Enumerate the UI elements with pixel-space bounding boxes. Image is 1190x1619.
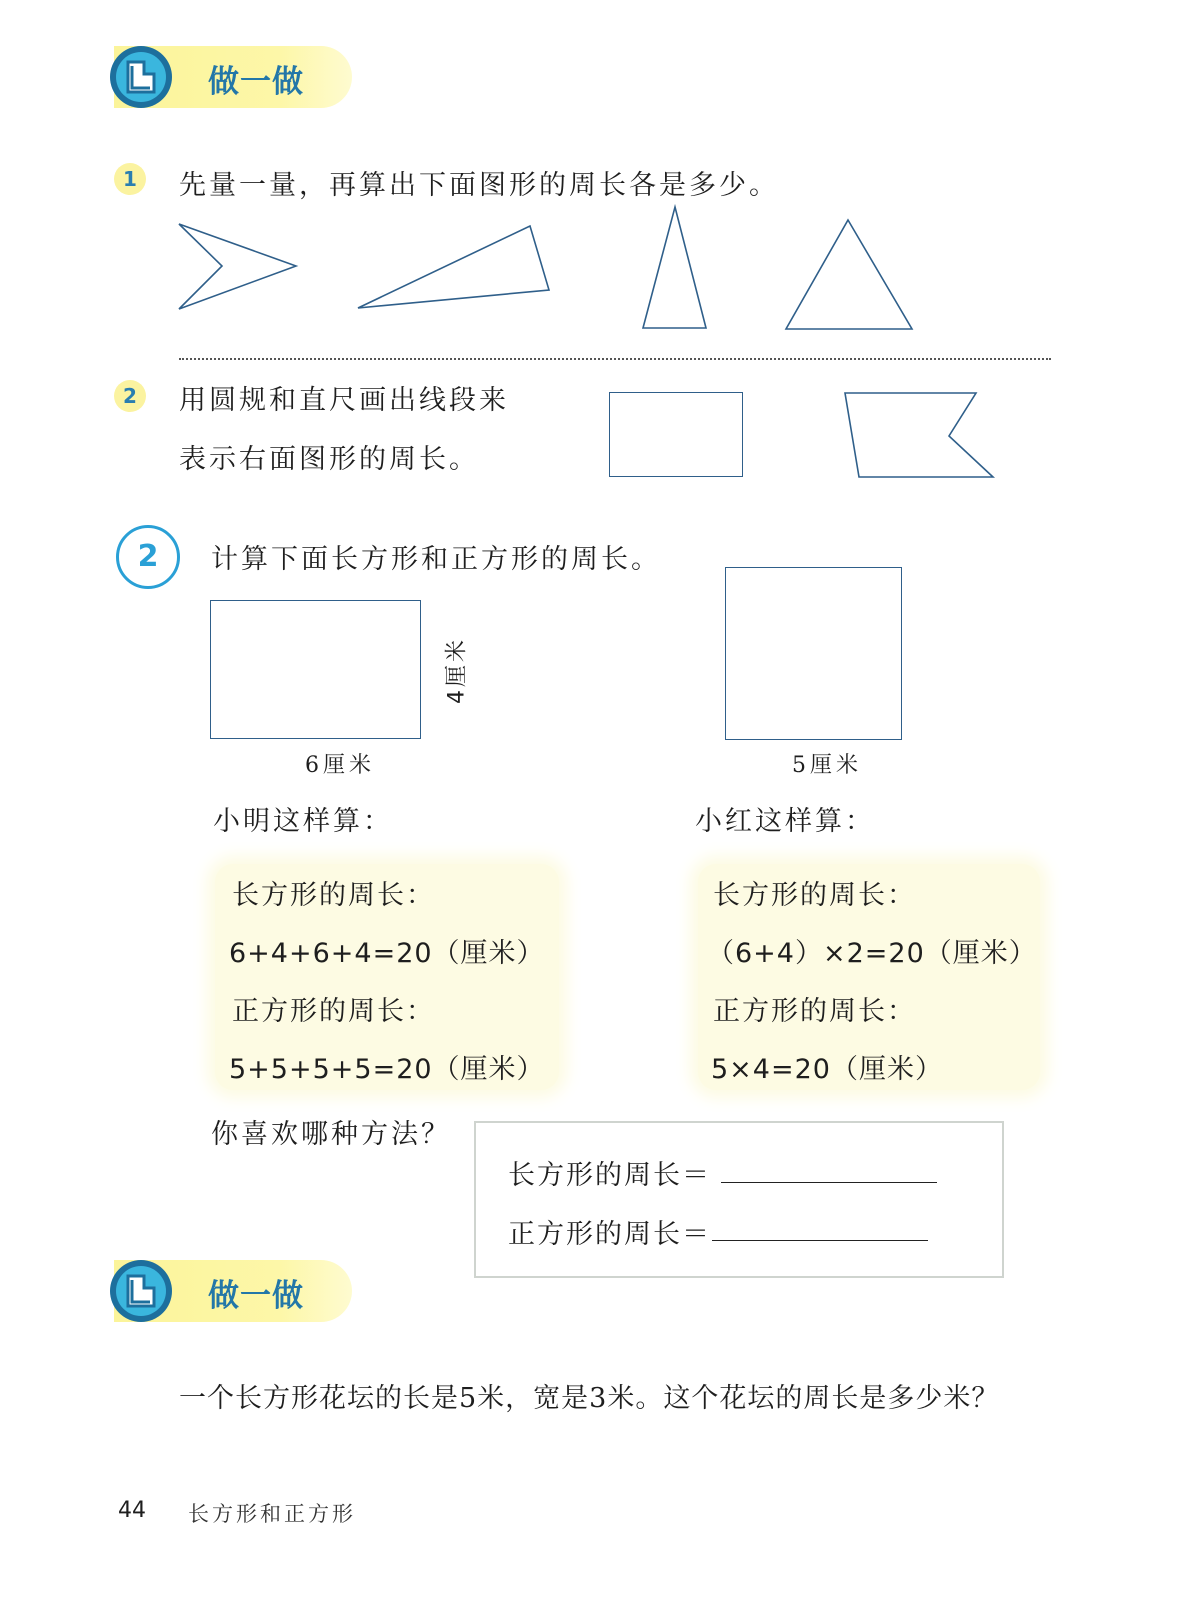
chapter-title: 长方形和正方形 (188, 1502, 356, 1526)
banner-title: 做一做 (208, 1278, 304, 1314)
equilateral-triangle (786, 220, 912, 329)
section-divider (179, 358, 1051, 360)
xiaoming-title: 小明这样算： (213, 806, 393, 837)
answer-square-blank[interactable] (712, 1240, 928, 1241)
preference-question: 你喜欢哪种方法？ (211, 1119, 451, 1150)
activity-icon (108, 1258, 174, 1324)
question-number: 2 (114, 380, 146, 412)
q2-flag-shape (840, 385, 1000, 485)
rectangle-figure (210, 600, 421, 739)
answer-rect-label: 长方形的周长＝ (508, 1160, 711, 1191)
xiaoming-line2: 6+4+6+4=20（厘米） (229, 938, 545, 969)
xiaohong-line4: 5×4=20（厘米） (711, 1054, 943, 1085)
question-text: 先量一量，再算出下面图形的周长各是多少。 (179, 170, 779, 201)
q2-rectangle (609, 392, 743, 477)
q1-shapes (170, 200, 930, 340)
xiaohong-title: 小红这样算： (695, 806, 875, 837)
xiaohong-line1: 长方形的周长： (713, 880, 916, 911)
rect-height-label: 4厘米 (444, 637, 470, 704)
square-figure (725, 567, 902, 740)
page-number: 44 (118, 1498, 146, 1523)
section-banner (114, 1260, 352, 1322)
answer-rect-blank[interactable] (721, 1182, 937, 1183)
isosceles-triangle (643, 207, 706, 328)
xiaoming-line4: 5+5+5+5=20（厘米） (229, 1054, 545, 1085)
answer-box (474, 1121, 1004, 1278)
square-side-label: 5厘米 (792, 753, 862, 778)
question-text-line2: 表示右面图形的周长。 (179, 444, 479, 475)
activity-icon (108, 44, 174, 110)
xiaohong-line3: 正方形的周长： (713, 996, 916, 1027)
xiaoming-line3: 正方形的周长： (232, 996, 435, 1027)
arrow-quadrilateral (179, 224, 296, 309)
rect-width-label: 6厘米 (305, 753, 375, 778)
question-number: 1 (114, 163, 146, 195)
xiaoming-line1: 长方形的周长： (232, 880, 435, 911)
exercise-text: 一个长方形花坛的长是5米，宽是3米。这个花坛的周长是多少米？ (179, 1383, 1000, 1414)
example-number: 2 (116, 525, 180, 589)
banner-title: 做一做 (208, 64, 304, 100)
question-text-line1: 用圆规和直尺画出线段来 (179, 385, 509, 416)
example-text: 计算下面长方形和正方形的周长。 (211, 544, 661, 575)
answer-square-label: 正方形的周长＝ (508, 1219, 711, 1250)
section-banner (114, 46, 352, 108)
xiaohong-line2: （6+4）×2=20（厘米） (707, 938, 1037, 969)
obtuse-triangle (358, 226, 549, 308)
